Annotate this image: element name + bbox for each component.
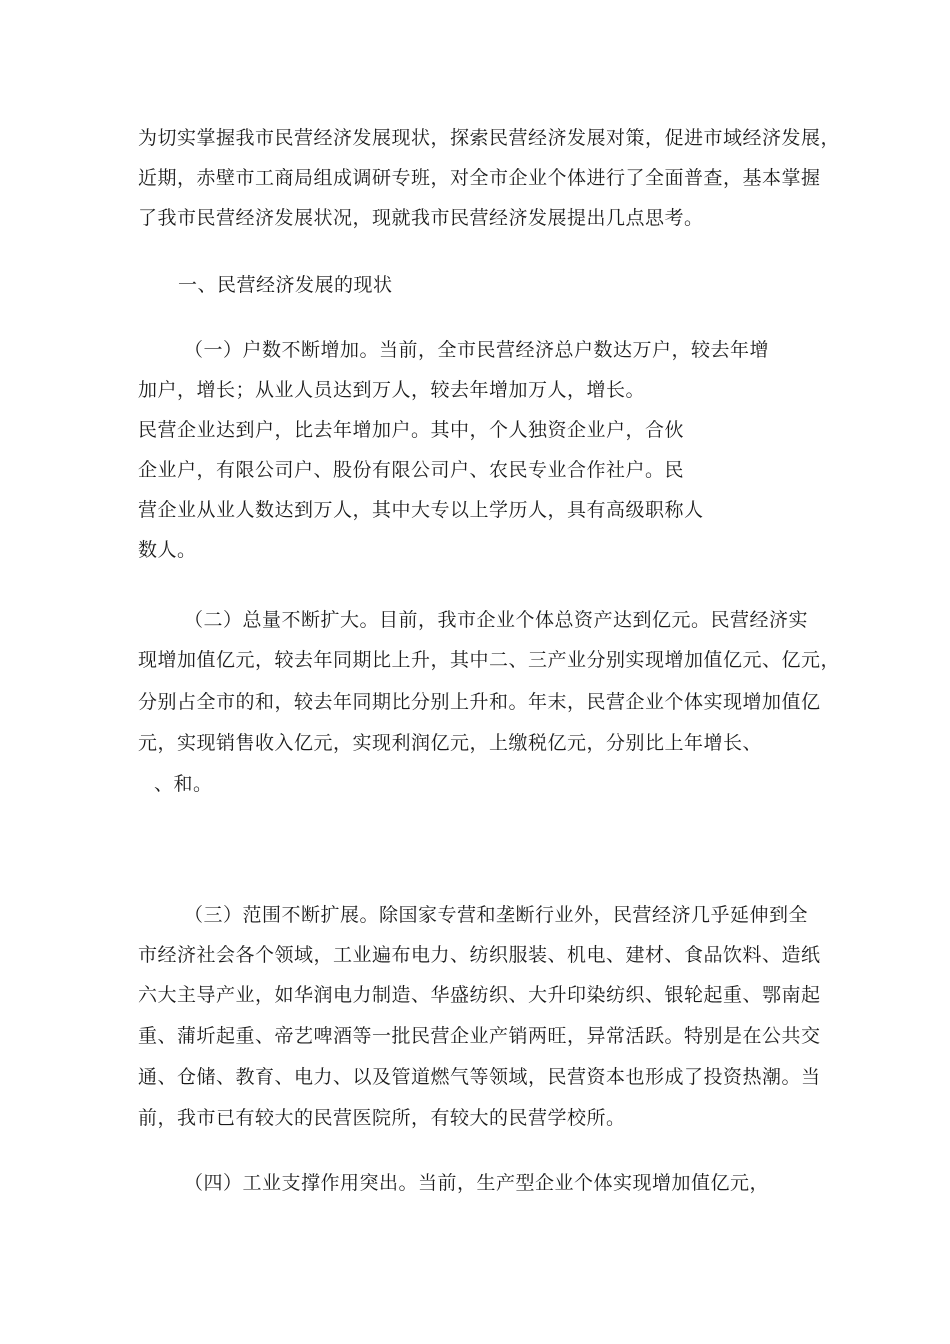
paragraph-line: 前，我市已有较大的民营医院所，有较大的民营学校所。 <box>138 1107 626 1129</box>
paragraph-line: （二）总量不断扩大。目前，我市企业个体总资产达到亿元。民营经济实 <box>184 609 809 631</box>
intro-line: 为切实掌握我市民营经济发展现状，探索民营经济发展对策，促进市域经济发展， <box>138 127 841 149</box>
intro-line: 了我市民营经济发展状况，现就我市民营经济发展提出几点思考。 <box>138 207 704 229</box>
section-heading: 一、民营经济发展的现状 <box>178 274 393 296</box>
paragraph-line: 加户，增长；从业人员达到万人，较去年增加万人，增长。 <box>138 379 646 401</box>
intro-line: 近期，赤壁市工商局组成调研专班，对全市企业个体进行了全面普查，基本掌握 <box>138 167 821 189</box>
paragraph-line: （一）户数不断增加。当前，全市民营经济总户数达万户，较去年增 <box>184 339 770 361</box>
paragraph-line: 现增加值亿元，较去年同期比上升，其中二、三产业分别实现增加值亿元、亿元， <box>138 649 841 671</box>
paragraph-line: 数人。 <box>138 539 197 561</box>
paragraph-line: 六大主导产业，如华润电力制造、华盛纺织、大升印染纺织、银轮起重、鄂南起 <box>138 984 821 1006</box>
paragraph-line: （四）工业支撑作用突出。当前，生产型企业个体实现增加值亿元， <box>184 1172 770 1194</box>
paragraph-line: 企业户，有限公司户、股份有限公司户、农民专业合作社户。民 <box>138 459 685 481</box>
paragraph-line: 营企业从业人数达到万人，其中大专以上学历人，具有高级职称人 <box>138 499 704 521</box>
paragraph-line: 、和。 <box>154 773 213 795</box>
paragraph-line: 民营企业达到户，比去年增加户。其中，个人独资企业户，合伙 <box>138 419 685 441</box>
paragraph-line: （三）范围不断扩展。除国家专营和垄断行业外，民营经济几乎延伸到全 <box>184 904 809 926</box>
paragraph-line: 元，实现销售收入亿元，实现利润亿元，上缴税亿元，分别比上年增长、 <box>138 732 763 754</box>
paragraph-line: 通、仓储、教育、电力、以及管道燃气等领域，民营资本也形成了投资热潮。当 <box>138 1066 821 1088</box>
paragraph-line: 重、蒲圻起重、帝艺啤酒等一批民营企业产销两旺，异常活跃。特别是在公共交 <box>138 1025 821 1047</box>
paragraph-line: 分别占全市的和，较去年同期比分别上升和。年末，民营企业个体实现增加值亿 <box>138 691 821 713</box>
paragraph-line: 市经济社会各个领域，工业遍布电力、纺织服装、机电、建材、食品饮料、造纸 <box>138 944 821 966</box>
